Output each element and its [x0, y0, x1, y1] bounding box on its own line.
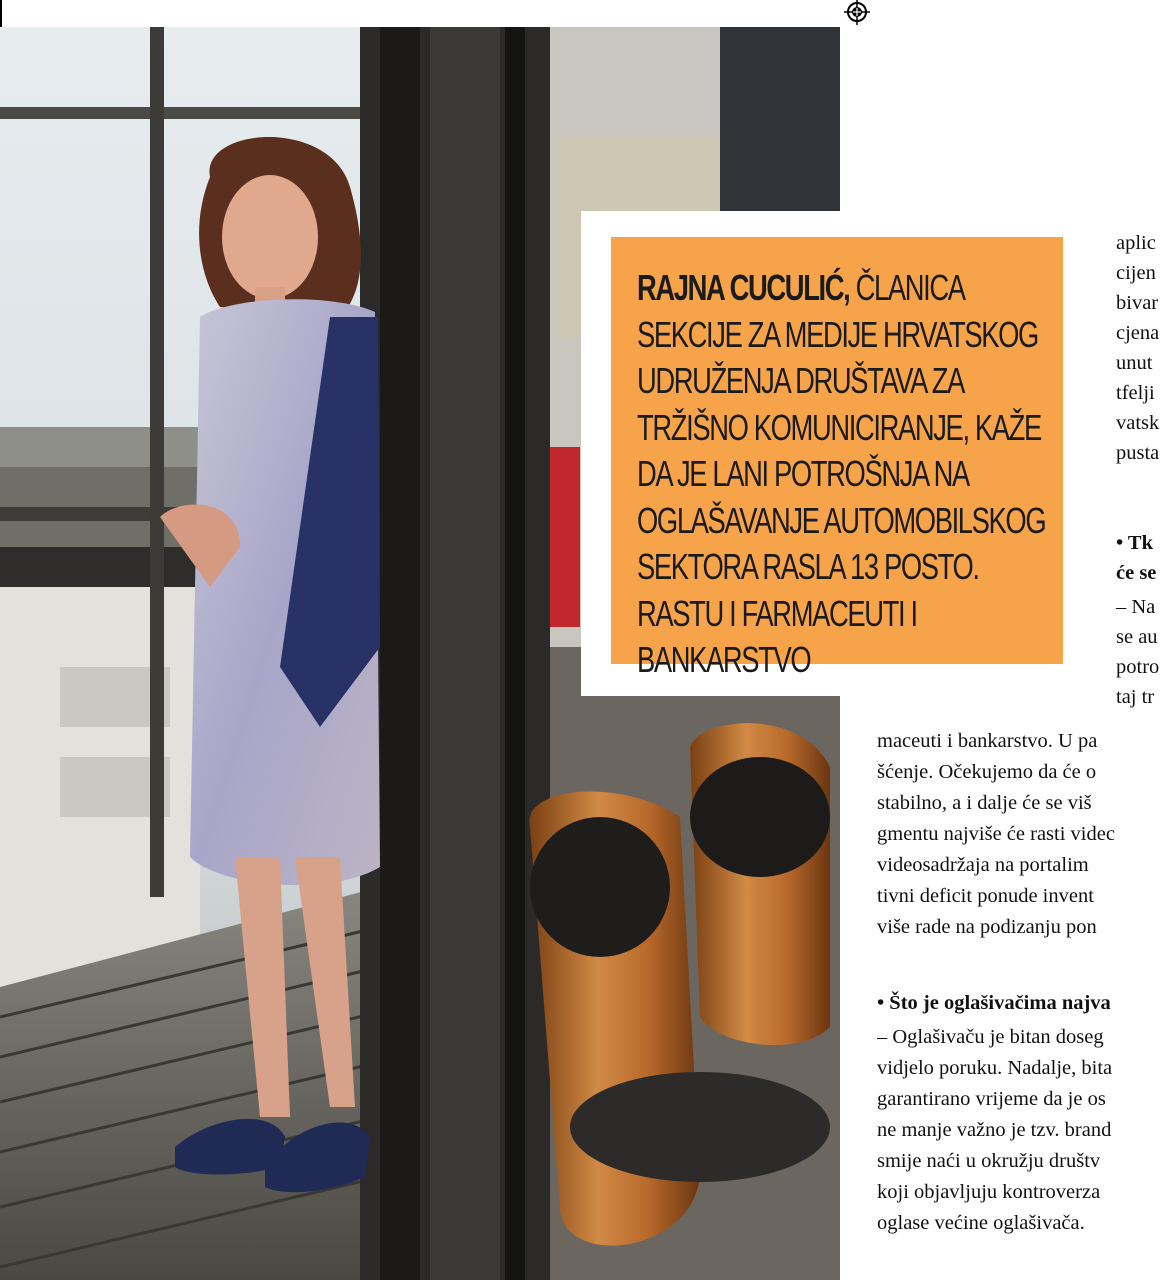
text-line: koji objavljuju kontroverza: [877, 1181, 1101, 1203]
callout-text: ČLANICA SEKCIJE ZA MEDIJE HRVATSKOG UDRUŽENJA DRUŠTAVA ZA TRŽIŠNO KOMUNICIRANJE, KAŽE DA JE LANI POTROŠNJA NA OGLAŠAVANJE AUTOMOBILSKOG SEKTORA RASLA 13 POSTO. RASTU I FARMACEUTI I BANKARSTVO: [637, 267, 1046, 680]
text-line: smije naći u okružju društv: [877, 1150, 1101, 1172]
text-line: vidjelo poruku. Nadalje, bita: [877, 1057, 1113, 1079]
text-line: šćenje. Očekujemo da će o: [877, 761, 1097, 783]
pull-quote-callout: [611, 237, 1063, 680]
text-line: maceuti i bankarstvo. U pa: [877, 730, 1098, 752]
text-line: stabilno, a i dalje će se viš: [877, 792, 1092, 814]
crosshair-registration-mark-icon: [842, 0, 872, 26]
text-line: više rade na podizanju pon: [877, 916, 1097, 938]
question-heading: • Tk: [1116, 532, 1154, 554]
text-line: pusta: [1116, 442, 1160, 464]
text-line: videosadržaja na portalim: [877, 854, 1089, 876]
text-line: tfelji: [1116, 382, 1155, 404]
text-line: cijen: [1116, 262, 1156, 284]
text-line: unut: [1116, 352, 1153, 374]
text-line: garantirano vrijeme da je os: [877, 1088, 1106, 1110]
text-line: oglase većine oglašivača.: [877, 1212, 1085, 1234]
text-line: gmentu najviše će rasti videc: [877, 823, 1115, 845]
question-heading: će se: [1116, 562, 1157, 584]
crop-mark: [0, 0, 2, 30]
text-line: aplic: [1116, 232, 1156, 254]
text-line: se au: [1116, 626, 1158, 648]
question-heading: • Što je oglašivačima najva: [877, 992, 1111, 1014]
text-line: tivni deficit ponude invent: [877, 885, 1094, 907]
text-line: vatsk: [1116, 412, 1160, 434]
text-line: – Oglašivaču je bitan doseg: [877, 1026, 1104, 1048]
callout-name: RAJNA CUCULIĆ,: [637, 267, 850, 308]
text-line: cjena: [1116, 322, 1160, 344]
text-line: bivar: [1116, 292, 1159, 314]
text-line: – Na: [1116, 596, 1156, 618]
text-line: potro: [1116, 656, 1160, 678]
text-line: taj tr: [1116, 686, 1155, 708]
text-line: ne manje važno je tzv. brand: [877, 1119, 1112, 1141]
